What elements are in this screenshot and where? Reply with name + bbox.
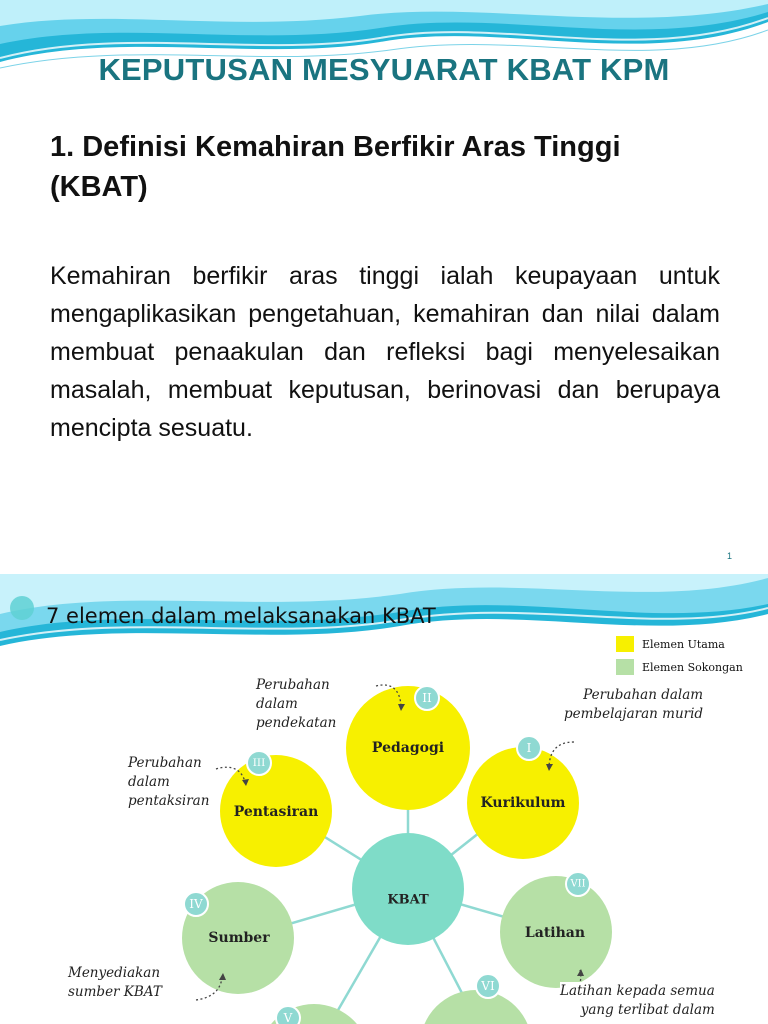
roman-numeral: I xyxy=(526,741,532,755)
kbat-center-circle xyxy=(352,833,464,945)
annotation-line: yang terlibat dalam xyxy=(580,1002,715,1018)
annotation-latihan xyxy=(560,982,715,1020)
annotation-kurikulum xyxy=(564,686,703,724)
section-heading-line-2: (KBAT) xyxy=(50,171,148,203)
center-label-kbat: KBAT xyxy=(387,892,429,908)
roman-numeral: II xyxy=(422,691,432,705)
section-heading-line-1: 1. Definisi Kemahiran Berfikir Aras Tinggi xyxy=(50,131,621,163)
slide-title: KEPUTUSAN MESYUARAT KBAT KPM xyxy=(98,52,670,87)
roman-numeral: III xyxy=(252,757,266,769)
kbat-element-diagram xyxy=(0,574,768,1024)
annotation-line: dalam xyxy=(128,774,170,790)
element-vi-circle xyxy=(420,990,532,1024)
slide-2 xyxy=(0,574,768,1024)
legend-label: Elemen Utama xyxy=(642,637,725,651)
legend-label: Elemen Sokongan xyxy=(642,660,743,674)
annotation-line: pendekatan xyxy=(256,715,337,731)
annotation-line: Perubahan dalam xyxy=(583,687,704,703)
element-label-kurikulum: Kurikulum xyxy=(480,795,566,811)
annotation-pedagogi xyxy=(256,676,336,733)
annotation-line: Latihan kepada semua xyxy=(560,983,715,999)
definition-paragraph: Kemahiran berfikir aras tinggi ialah keupayaan untuk mengaplikasikan pengetahuan, kemahiran dan nilai dalam membuat penaakulan dan refleksi bagi menyelesaikan masalah, membuat keputusan, berinovasi dan berupaya mencipta sesuatu. xyxy=(50,262,720,442)
annotation-line: dalam xyxy=(256,696,298,712)
annotation-line: Perubahan xyxy=(256,677,330,693)
element-label-pentasiran: Pentasiran xyxy=(233,804,319,820)
element-label-latihan: Latihan xyxy=(524,925,586,941)
annotation-line: pentaksiran xyxy=(128,793,210,809)
roman-numeral: V xyxy=(283,1011,293,1024)
annotation-line: Perubahan xyxy=(128,755,202,771)
annotation-sumber xyxy=(68,964,162,1002)
page-number: 1 xyxy=(726,551,732,561)
roman-numeral: VII xyxy=(570,878,586,890)
annotation-line: sumber KBAT xyxy=(68,984,162,1000)
element-label-pedagogi: Pedagogi xyxy=(371,740,445,756)
slide-title: 7 elemen dalam melaksanakan KBAT xyxy=(46,604,436,628)
element-label-sumber: Sumber xyxy=(208,930,270,946)
roman-numeral: IV xyxy=(189,897,203,911)
element-v-circle xyxy=(258,1004,370,1024)
roman-numeral: VI xyxy=(481,979,495,993)
annotation-pentasiran xyxy=(128,754,209,811)
annotation-line: pembelajaran murid xyxy=(564,706,704,722)
section-heading xyxy=(50,127,740,207)
annotation-line: Menyediakan xyxy=(68,965,161,981)
